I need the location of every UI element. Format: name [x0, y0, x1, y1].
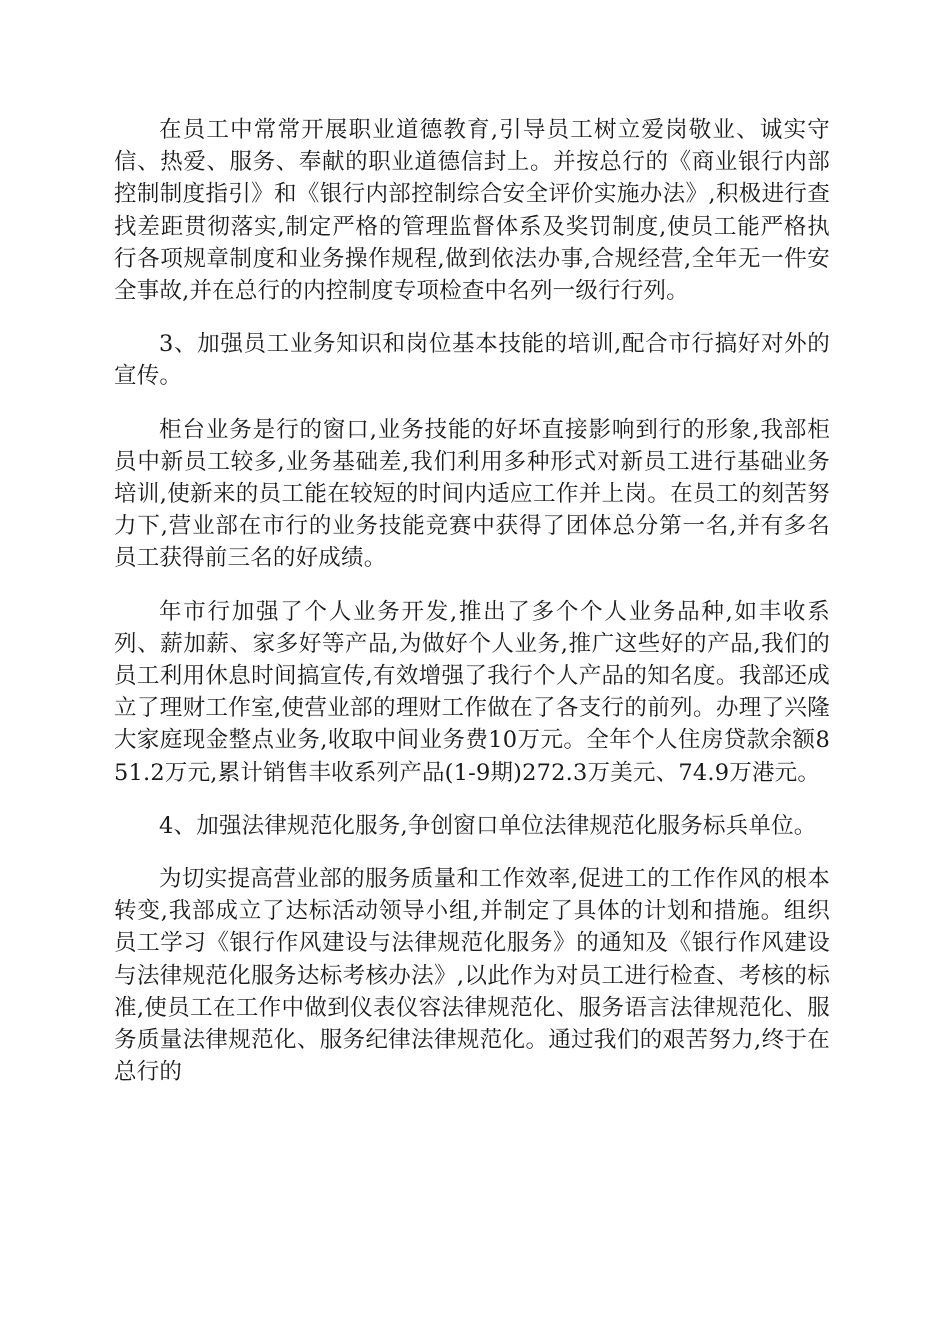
paragraph-ethics-education: 在员工中常常开展职业道德教育,引导员工树立爱岗敬业、诚实守信、热爱、服务、奉献的职业道德信封上。并按总行的《商业银行内部控制制度指引》和《银行内部控制综合安全评价实施办法》,积极进行查找差距贯彻落实,制定严格的管理监督体系及奖罚制度,使员工能严格执行各项规章制度和业务操作规程,做到依法办事,合规经营,全年无一件安全事故,并在总行的内控制度专项检查中名列一级行行列。	[114, 117, 830, 305]
paragraph-counter-business: 柜台业务是行的窗口,业务技能的好坏直接影响到行的形象,我部柜员中新员工较多,业务基础差,我们利用多种形式对新员工进行基础业务培训,使新来的员工能在较短的时间内适应工作并上岗。在员工的刻苦努力下,营业部在市行的业务技能竞赛中获得了团体总分第一名,并有多名员工获得前三名的好成绩。	[114, 416, 830, 572]
heading-staff-training: 3、加强员工业务知识和岗位基本技能的培训,配合市行搞好对外的宣传。	[114, 331, 830, 390]
paragraph-personal-business: 年市行加强了个人业务开发,推出了多个个人业务品种,如丰收系列、薪加薪、家多好等产品,为做好个人业务,推广这些好的产品,我们的员工利用休息时间搞宣传,有效增强了我行个人产品的知名度。我部还成立了理财工作室,使营业部的理财工作做在了各支行的前列。办理了兴隆大家庭现金整点业务,收取中间业务费10万元。全年个人住房贷款余额851.2万元,累计销售丰收系列产品(1-9期)272.3万美元、74.9万港元。	[114, 598, 830, 786]
paragraph-service-quality: 为切实提高营业部的服务质量和工作效率,促进工的工作作风的根本转变,我部成立了达标活动领导小组,并制定了具体的计划和措施。组织员工学习《银行作风建设与法律规范化服务》的通知及《银行作风建设与法律规范化服务达标考核办法》,以此作为对员工进行检查、考核的标准,使员工在工作中做到仪表仪容法律规范化、服务语言法律规范化、服务质量法律规范化、服务纪律法律规范化。通过我们的艰苦努力,终于在总行的	[114, 866, 830, 1086]
heading-legal-service: 4、加强法律规范化服务,争创窗口单位法律规范化服务标兵单位。	[159, 812, 817, 839]
document-body	[114, 114, 830, 1109]
